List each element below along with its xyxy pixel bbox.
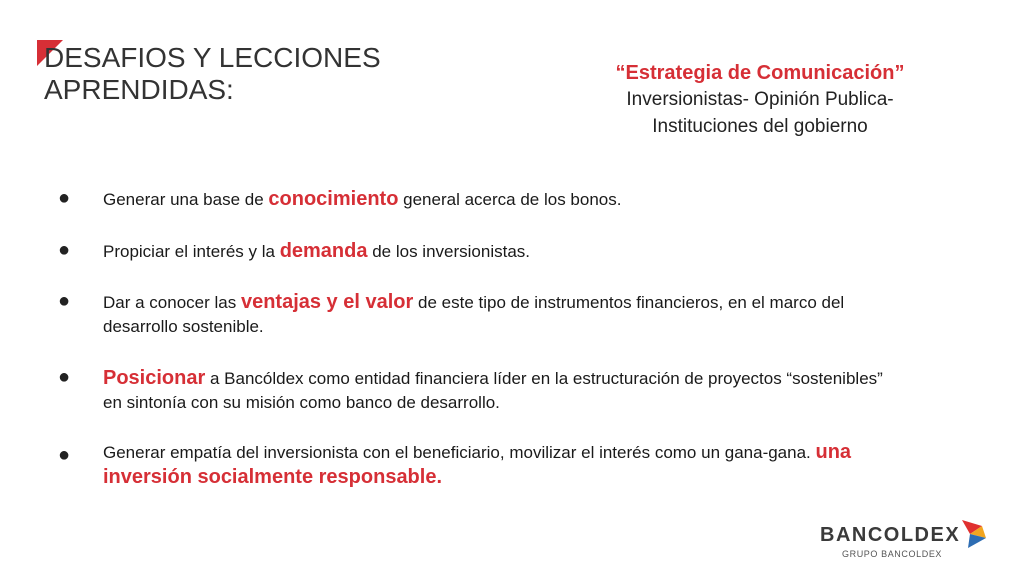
bullet-text xyxy=(103,290,903,339)
bullet-dot-icon: ● xyxy=(58,366,71,388)
bullet-dot-icon: ● xyxy=(58,290,71,312)
bullet-highlight: Posicionar xyxy=(103,367,206,389)
bullet-pre: Dar a conocer las xyxy=(103,293,241,312)
title-line-1: DESAFIOS Y LECCIONES xyxy=(44,42,381,73)
logo-name: BANCOLDEX xyxy=(820,524,961,546)
bullet-highlight: conocimiento xyxy=(268,188,399,210)
bullet-pre: Propiciar el interés y la xyxy=(103,242,280,261)
bullet-text xyxy=(103,187,903,212)
bullet-pre: Generar una base de xyxy=(103,190,269,209)
bullet-highlight: una inversión socialmente responsable. xyxy=(103,441,852,488)
subtitle-line-2: Instituciones del gobierno xyxy=(652,116,868,137)
bullet-text xyxy=(103,440,903,490)
title-line-2: APRENDIDAS: xyxy=(44,74,234,105)
bullet-highlight: demanda xyxy=(279,240,368,262)
bullet-post: de los inversionistas. xyxy=(367,242,531,261)
bullet-post: de este tipo de instrumentos financieros, en el marco del desarrollo sostenible. xyxy=(103,293,845,336)
bancoldex-logo xyxy=(820,520,990,560)
subtitle-line-1: Inversionistas- Opinión Publica- xyxy=(626,89,894,110)
bullet-dot-icon: ● xyxy=(58,444,71,466)
bullet-dot-icon: ● xyxy=(58,239,71,261)
bullet-post: general acerca de los bonos. xyxy=(398,190,622,209)
subtitle-strategy: “Estrategia de Comunicación” xyxy=(615,62,905,84)
bullet-highlight: ventajas y el valor xyxy=(240,291,414,313)
logo-mark-icon xyxy=(962,520,988,550)
bullet-text xyxy=(103,366,903,415)
bullet-pre: Generar empatía del inversionista con el beneficiario, movilizar el interés como un gana-gana. xyxy=(103,443,816,462)
bullet-post: a Bancóldex como entidad financiera líder en la estructuración de proyectos “sostenibles” en sintonía con su misión como banco de desarrollo. xyxy=(103,369,883,412)
bullet-dot-icon: ● xyxy=(58,187,71,209)
bullet-text xyxy=(103,239,903,264)
logo-group: GRUPO BANCOLDEX xyxy=(842,549,943,559)
